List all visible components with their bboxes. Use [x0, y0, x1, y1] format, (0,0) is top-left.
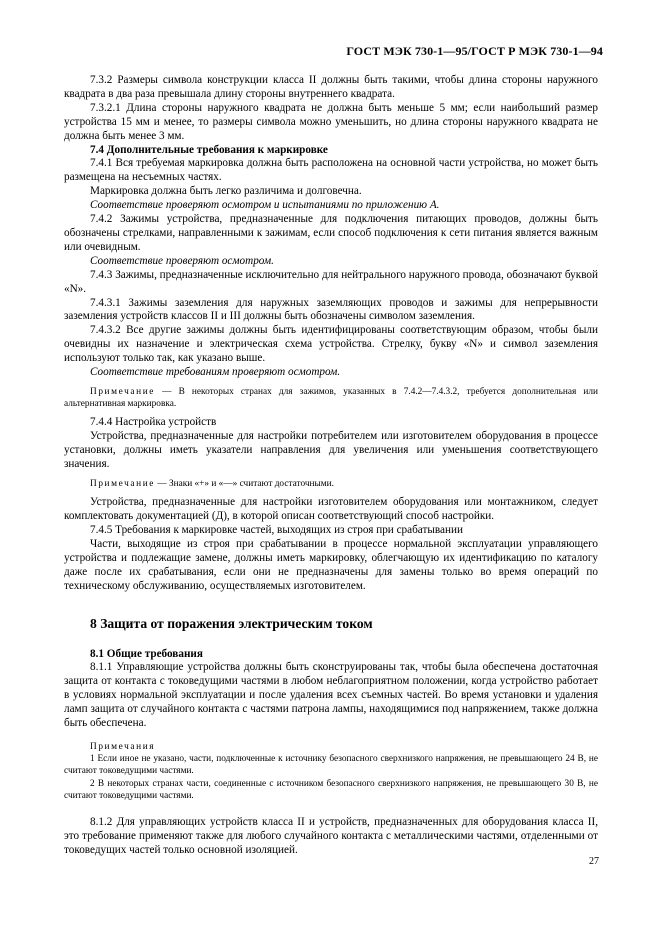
paragraph-adjustment: Устройства, предназначенные для настройки потребителем или изготовителем оборудования в процессе установки, должны иметь указатели направления для увеличения или уменьшения соответствующего значения. — [64, 430, 598, 471]
paragraph-8-1-1: 8.1.1 Управляющие устройства должны быть сконструированы так, чтобы была обеспечена достаточная защита от контакта с токоведущими частями в любом неблагоприятном положении, когда устройство работает в условиях нормальной эксплуатации и после удаления всех съемных частей. Во время установки и удаления ламп защита от случайного контакта с частями патрона лампы, находящимися под напряжением, также должна быть обеспечена. — [64, 661, 598, 730]
paragraph-7-4-1: 7.4.1 Вся требуемая маркировка должна быть расположена на основной части устройства, но может быть размещена на несъемных частях. — [64, 157, 598, 184]
section-heading-8: 8 Защита от поражения электрическим током — [90, 615, 373, 631]
paragraph-8-1-2: 8.1.2 Для управляющих устройств класса II и устройств, предназначенных для оборудования класса II, это требование применяют также для любого случайного контакта с металлическими частями, отделенными от токоведущих частей только основной изоляцией. — [64, 815, 598, 856]
note-1 — [64, 386, 598, 410]
paragraph-7-4-5: 7.4.5 Требования к маркировке частей, выходящих из строя при срабатывании — [90, 523, 463, 536]
compliance-check-1: Соответствие проверяют осмотром и испытаниями по приложению А. — [90, 199, 440, 212]
note-text: — Знаки «+» и «—» считают достаточными. — [155, 478, 334, 489]
page-header: ГОСТ МЭК 730-1—95/ГОСТ Р МЭК 730-1—94 — [346, 44, 603, 58]
paragraph-7-4-3-1: 7.4.3.1 Зажимы заземления для наружных заземляющих проводов и зажимы для непрерывности заземления устройств классов II и III должны быть обозначены символом заземления. — [64, 296, 598, 323]
paragraph-replaceable-parts: Части, выходящие из строя при срабатывании в процессе нормальной эксплуатации управляющего устройства и подлежащие замене, должны иметь маркировку, облегчающую их идентификацию по каталогу даже после их срабатывания, если они не предназначены для замены только во время операций по техническому обслуживанию, осуществляемых изготовителем. — [64, 537, 598, 592]
compliance-check-2: Соответствие проверяют осмотром. — [90, 254, 274, 267]
paragraph-7-4-3-2: 7.4.3.2 Все другие зажимы должны быть идентифицированы соответствующим образом, чтобы были очевидны их назначение и электрическая схема устройства. Стрелку, букву «N» и символ заземления используют только так, как указано выше. — [64, 324, 598, 365]
paragraph-documentation: Устройства, предназначенные для настройки изготовителем оборудования или монтажником, следует комплектовать документацией (Д), в которой описан соответствующий способ настройки. — [64, 496, 598, 523]
paragraph-marking: Маркировка должна быть легко различима и долговечна. — [90, 185, 362, 198]
note-4: 2 В некоторых странах части, соединенные с источником безопасного сверхнизкого напряжения, не превышающего 30 В, не считают токоведущими частями. — [64, 778, 598, 801]
page-content — [64, 74, 598, 858]
paragraph-7-4-2: 7.4.2 Зажимы устройства, предназначенные для подключения питающих проводов, должны быть обозначены стрелками, направленными к зажимам, если способ подключения к сети питания является важным или очевидным. — [64, 213, 598, 253]
paragraph-7-3-2-1: 7.3.2.1 Длина стороны наружного квадрата не должна быть меньше 5 мм; если наибольший размер устройства 15 мм и менее, то размеры символа можно уменьшить, но длина стороны наружного квадрата не должна быть менее 3 мм. — [64, 101, 598, 142]
compliance-check-3: Соответствие требованиям проверяют осмотром. — [90, 366, 341, 379]
note-label: Примечание — [90, 478, 155, 489]
paragraph-7-4-3: 7.4.3 Зажимы, предназначенные исключительно для нейтрального наружного провода, обозначают буквой «N». — [64, 268, 598, 295]
paragraph-7-4-4: 7.4.4 Настройка устройств — [90, 416, 217, 429]
note-2 — [64, 478, 598, 490]
note-3: 1 Если иное не указано, части, подключенные к источнику безопасного сверхнизкого напряжения, не превышающего 24 В, не считают токоведущими частями. — [64, 754, 598, 777]
page-number: 27 — [589, 856, 599, 867]
note-text: — В некоторых странах для зажимов, указанных в 7.4.2—7.4.3.2, требуется дополнительная или альтернативная маркировка. — [64, 386, 598, 410]
section-heading-7-4: 7.4 Дополнительные требования к маркировке — [90, 143, 328, 156]
paragraph-7-3-2: 7.3.2 Размеры символа конструкции класса II должны быть такими, чтобы длина стороны наружного квадрата в два раза превышала длину стороны внутреннего квадрата. — [64, 74, 598, 100]
note-label: Примечание — [90, 386, 155, 397]
notes-label: Примечания — [90, 741, 156, 752]
section-heading-8-1: 8.1 Общие требования — [90, 647, 203, 660]
